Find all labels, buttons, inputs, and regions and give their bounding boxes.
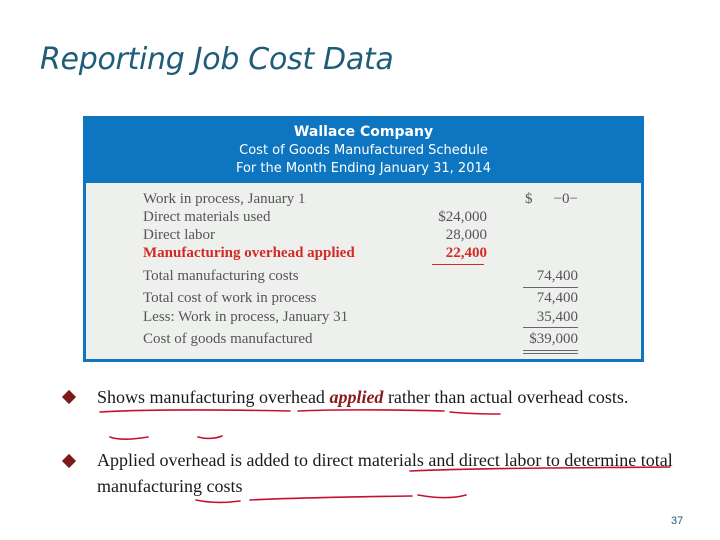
company-name: Wallace Company — [293, 124, 434, 140]
schedule-row — [86, 227, 641, 245]
subtotal-underline — [523, 327, 578, 328]
cost-schedule-table — [83, 116, 644, 362]
row-label: Less: Work in process, January 31 — [143, 309, 349, 325]
row-value: 74,400 — [536, 268, 578, 284]
bullet-item — [97, 384, 687, 410]
schedule-row — [86, 309, 641, 327]
row-label: Manufacturing overhead applied — [143, 245, 355, 261]
ink-underline — [110, 437, 148, 439]
row-label: Direct labor — [143, 227, 216, 243]
schedule-period: For the Month Ending January 31, 2014 — [235, 161, 492, 176]
row-dollar-sign: $ — [525, 191, 533, 207]
row-label: Total manufacturing costs — [143, 268, 299, 284]
bullet-text: Applied overhead is added to direct materials and direct labor to determine total manufacturing costs — [97, 450, 673, 496]
ink-underline — [196, 500, 240, 502]
row-value: $39,000 — [529, 331, 578, 347]
page-number: 37 — [671, 515, 684, 527]
schedule-row — [86, 209, 641, 227]
total-double-underline — [523, 350, 578, 351]
row-label: Cost of goods manufactured — [143, 331, 313, 347]
total-double-underline — [523, 353, 578, 354]
ink-underline — [198, 436, 222, 438]
row-value: 74,400 — [536, 290, 578, 306]
row-value: $24,000 — [438, 209, 487, 225]
row-value: −0− — [553, 191, 578, 207]
schedule-row-highlighted — [86, 245, 641, 263]
bullet-item — [97, 447, 687, 499]
bullet-text-before: Shows manufacturing overhead — [97, 387, 330, 407]
schedule-row — [86, 290, 641, 308]
schedule-row — [86, 331, 641, 349]
schedule-header — [86, 119, 641, 183]
slide-title: Reporting Job Cost Data — [40, 42, 394, 77]
subtotal-underline — [523, 287, 578, 288]
diamond-bullet-icon — [62, 390, 76, 404]
ink-underline — [298, 410, 444, 411]
schedule-row — [86, 268, 641, 286]
schedule-row — [86, 191, 641, 209]
row-label: Direct materials used — [143, 209, 271, 225]
row-value: 28,000 — [445, 227, 487, 243]
diamond-bullet-icon — [62, 454, 76, 468]
bullet-text-after: rather than actual overhead costs. — [383, 387, 629, 407]
subtotal-underline — [432, 264, 484, 265]
ink-underline — [450, 412, 500, 414]
row-value: 35,400 — [536, 309, 578, 325]
row-label: Total cost of work in process — [143, 290, 317, 306]
row-label: Work in process, January 1 — [143, 191, 306, 207]
ink-underline — [100, 410, 290, 412]
schedule-name: Cost of Goods Manufactured Schedule — [239, 143, 488, 158]
bullet-emphasis-applied: applied — [329, 387, 384, 407]
row-value: 22,400 — [445, 245, 487, 261]
